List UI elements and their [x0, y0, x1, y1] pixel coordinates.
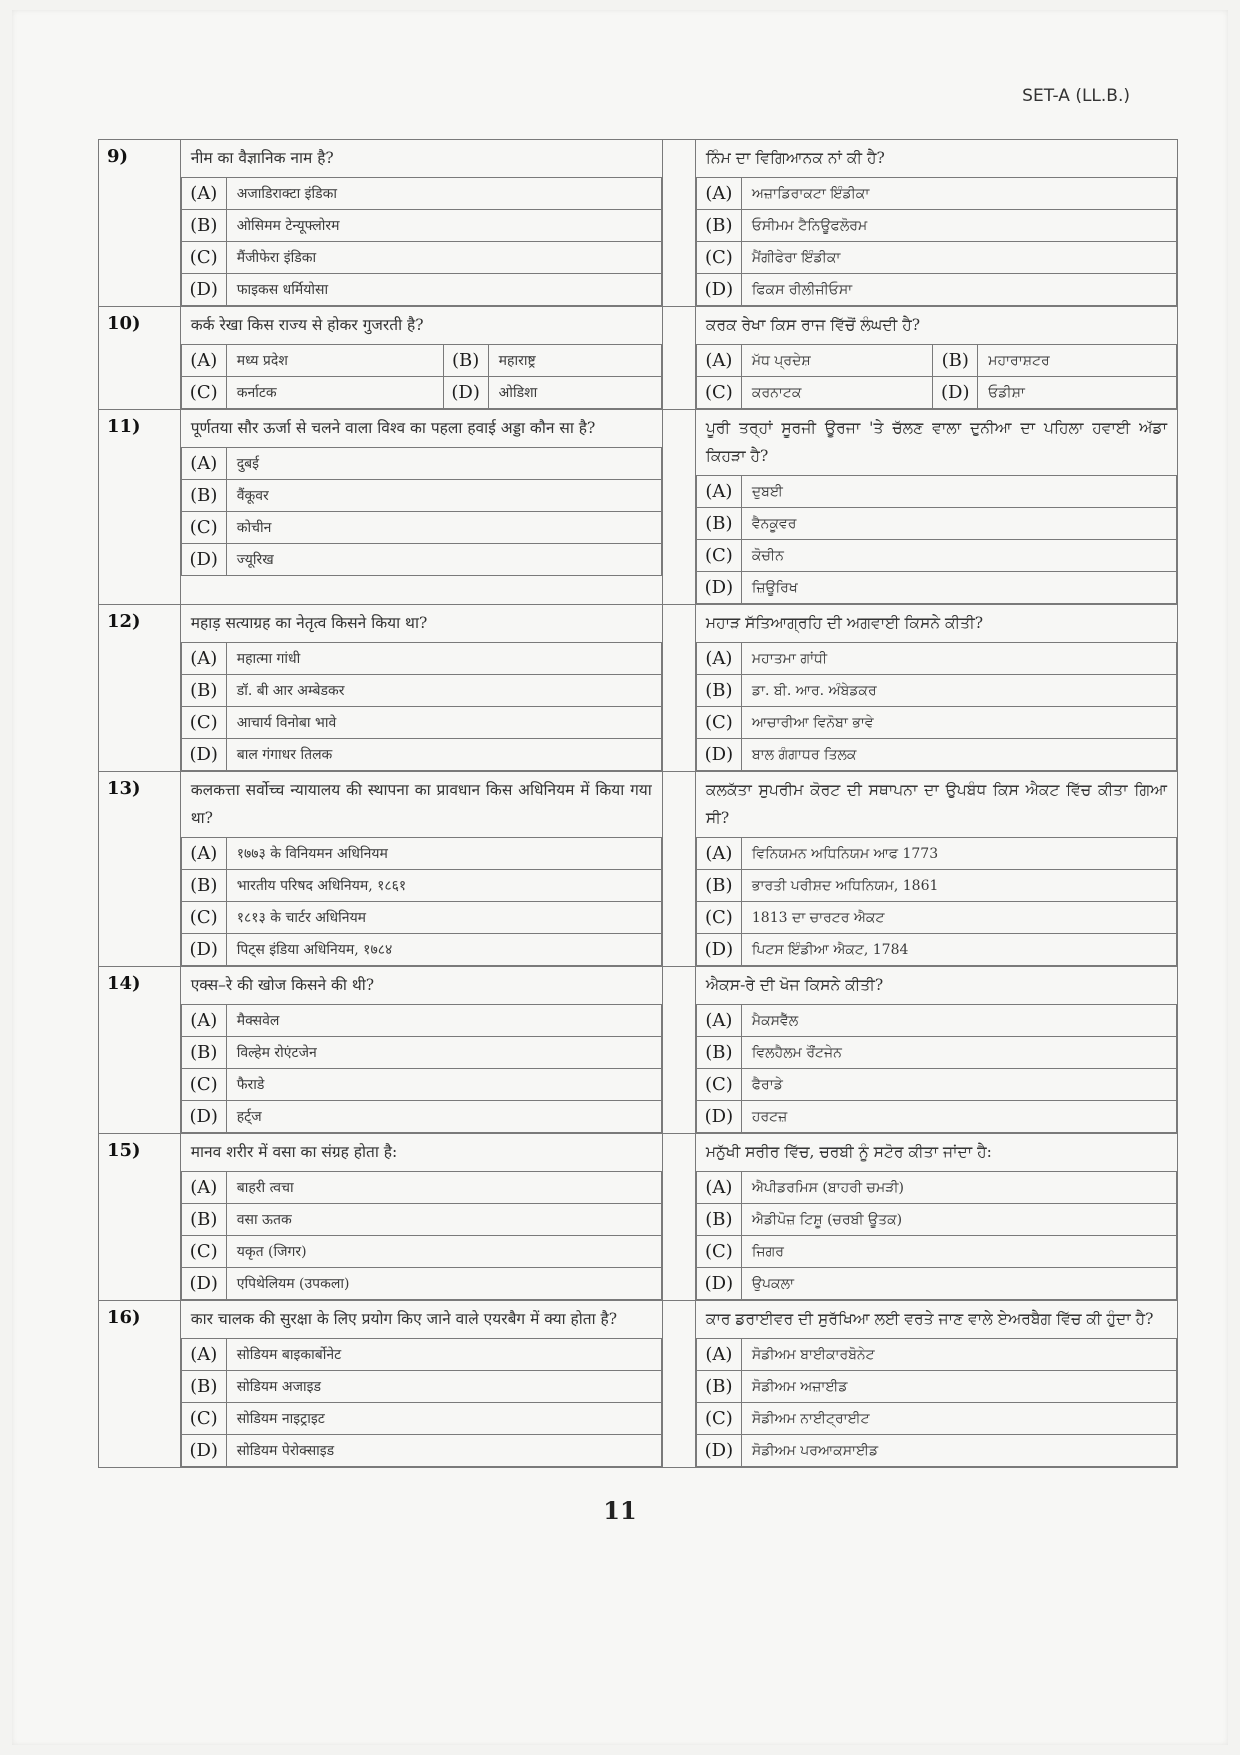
option-text: ਸੋਡੀਅਮ ਨਾਈਟ੍ਰਾਈਟ — [741, 1403, 1176, 1435]
option-row — [181, 675, 661, 707]
option-label: (B) — [181, 210, 226, 242]
punjabi-column — [695, 410, 1177, 605]
option-text: ਐਡੀਪੋਜ਼ ਟਿਸ਼ੂ (ਚਰਬੀ ਊਤਕ) — [741, 1204, 1176, 1236]
option-label: (C) — [181, 1403, 226, 1435]
options-list — [181, 642, 662, 771]
option-text: ਬਾਲ ਗੰਗਾਧਰ ਤਿਲਕ — [741, 739, 1176, 771]
option-label: (A) — [696, 345, 741, 377]
option-text: ਓਡੀਸ਼ਾ — [978, 377, 1177, 409]
option-row — [181, 1101, 661, 1133]
option-row — [181, 1268, 661, 1300]
option-text: ਵਿਨਿਯਮਨ ਅਧਿਨਿਯਮ ਆਫ 1773 — [741, 838, 1176, 870]
option-label: (D) — [443, 377, 488, 409]
option-row — [181, 870, 661, 902]
set-label: SET-A (LL.B.) — [1022, 86, 1130, 106]
option-text: ਭਾਰਤੀ ਪਰੀਸ਼ਦ ਅਧਿਨਿਯਮ, 1861 — [741, 870, 1176, 902]
option-text: ਮੈਂਗੀਫੇਰਾ ਇੰਡੀਕਾ — [741, 242, 1176, 274]
option-text: सोडियम पेरोक्साइड — [226, 1435, 661, 1467]
option-label: (C) — [696, 707, 741, 739]
option-label: (B) — [443, 345, 488, 377]
option-row — [696, 572, 1176, 604]
option-label: (D) — [696, 274, 741, 306]
option-text: ਐਪੀਡਰਮਿਸ (ਬਾਹਰੀ ਚਮੜੀ) — [741, 1172, 1176, 1204]
option-row — [181, 1204, 661, 1236]
option-row — [696, 1037, 1176, 1069]
punjabi-column — [695, 605, 1177, 772]
options-list — [696, 1004, 1177, 1133]
option-text: मैंजीफेरा इंडिका — [226, 242, 661, 274]
option-text: ਆਚਾਰੀਆ ਵਿਨੋਬਾ ਭਾਵੇ — [741, 707, 1176, 739]
option-row — [696, 675, 1176, 707]
options-list — [696, 344, 1177, 409]
option-text: सोडियम नाइट्राइट — [226, 1403, 661, 1435]
question-stem: ਨਿੰਮ ਦਾ ਵਿਗਿਆਨਕ ਨਾਂ ਕੀ ਹੈ? — [705, 149, 885, 167]
option-text: यकृत (जिगर) — [226, 1236, 661, 1268]
option-text: ਫੈਰਾਡੇ — [741, 1069, 1176, 1101]
option-text: कोचीन — [226, 512, 661, 544]
hindi-column — [180, 967, 662, 1134]
option-row — [181, 448, 661, 480]
option-row — [181, 377, 661, 409]
options-list — [181, 1004, 662, 1133]
option-label: (C) — [696, 242, 741, 274]
option-text: १७७३ के विनियमन अधिनियम — [226, 838, 661, 870]
option-label: (A) — [181, 1005, 226, 1037]
option-label: (D) — [181, 1435, 226, 1467]
option-text: हर्ट्ज — [226, 1101, 661, 1133]
column-gap — [662, 307, 695, 410]
option-row — [696, 476, 1176, 508]
question-stem: ਕਰਕ ਰੇਖਾ ਕਿਸ ਰਾਜ ਵਿੱਚੋਂ ਲੰਘਦੀ ਹੈ? — [705, 316, 921, 334]
option-label: (D) — [933, 377, 978, 409]
option-text: डॉ. बी आर अम्बेडकर — [226, 675, 661, 707]
option-label: (C) — [181, 512, 226, 544]
option-row — [696, 242, 1176, 274]
option-row — [696, 377, 1176, 409]
option-row — [696, 508, 1176, 540]
option-row — [696, 707, 1176, 739]
question-row — [99, 605, 1178, 772]
option-row — [696, 1204, 1176, 1236]
option-row — [696, 1101, 1176, 1133]
option-text: ओसिमम टेन्यूफ्लोरम — [226, 210, 661, 242]
option-row — [181, 1236, 661, 1268]
hindi-column — [180, 410, 662, 605]
option-row — [696, 1339, 1176, 1371]
option-text: 1813 ਦਾ ਚਾਰਟਰ ਐਕਟ — [741, 902, 1176, 934]
option-row — [696, 274, 1176, 306]
question-row — [99, 307, 1178, 410]
option-row — [696, 902, 1176, 934]
option-row — [696, 1236, 1176, 1268]
option-label: (D) — [696, 739, 741, 771]
option-row — [181, 480, 661, 512]
option-text: कर्नाटक — [226, 377, 443, 409]
punjabi-column — [695, 307, 1177, 410]
option-label: (C) — [181, 1069, 226, 1101]
punjabi-column — [695, 967, 1177, 1134]
option-text: ਕਰਨਾਟਕ — [741, 377, 932, 409]
question-stem: ਪੂਰੀ ਤਰ੍ਹਾਂ ਸੂਰਜੀ ਊਰਜਾ 'ਤੇ ਚੱਲਣ ਵਾਲਾ ਦੁਨੀਆ ਦਾ ਪਹਿਲਾ ਹਵਾਈ ਅੱਡਾ ਕਿਹੜਾ ਹੈ? — [705, 419, 1167, 465]
option-row — [181, 178, 661, 210]
option-label: (B) — [696, 508, 741, 540]
question-number: 12) — [99, 605, 181, 772]
option-row — [696, 178, 1176, 210]
question-stem: ਮਨੁੱਖੀ ਸਰੀਰ ਵਿੱਚ, ਚਰਬੀ ਨੂੰ ਸਟੋਰ ਕੀਤਾ ਜਾਂਦਾ ਹੈ: — [705, 1143, 992, 1161]
option-row — [181, 838, 661, 870]
option-text: मध्य प्रदेश — [226, 345, 443, 377]
option-label: (C) — [181, 1236, 226, 1268]
option-row — [181, 1339, 661, 1371]
option-text: ਡਾ. ਬੀ. ਆਰ. ਅੰਬੇਡਕਰ — [741, 675, 1176, 707]
option-text: ਉਪਕਲਾ — [741, 1268, 1176, 1300]
column-gap — [662, 410, 695, 605]
hindi-column — [180, 772, 662, 967]
option-row — [181, 1037, 661, 1069]
options-list — [181, 177, 662, 306]
hindi-column — [180, 605, 662, 772]
option-text: एपिथेलियम (उपकला) — [226, 1268, 661, 1300]
option-label: (C) — [696, 902, 741, 934]
option-label: (D) — [181, 544, 226, 576]
column-gap — [662, 1134, 695, 1301]
option-text: ਫਿਕਸ ਰੀਲੀਜੀਓਸਾ — [741, 274, 1176, 306]
option-text: ज्यूरिख — [226, 544, 661, 576]
option-label: (A) — [696, 178, 741, 210]
option-text: वैंकूवर — [226, 480, 661, 512]
options-list — [181, 1338, 662, 1467]
option-label: (B) — [696, 870, 741, 902]
option-row — [181, 1435, 661, 1467]
option-row — [696, 540, 1176, 572]
option-row — [181, 210, 661, 242]
option-label: (D) — [696, 934, 741, 966]
question-row — [99, 967, 1178, 1134]
option-text: ਜ਼ਿਊਰਿਖ — [741, 572, 1176, 604]
option-label: (A) — [181, 178, 226, 210]
option-text: मैक्सवेल — [226, 1005, 661, 1037]
option-row — [696, 1371, 1176, 1403]
option-row — [696, 1435, 1176, 1467]
question-number: 16) — [99, 1301, 181, 1468]
option-text: ਸੋਡੀਅਮ ਪਰਆਕਸਾਈਡ — [741, 1435, 1176, 1467]
option-text: ਸੋਡੀਅਮ ਬਾਈਕਾਰਬੋਨੇਟ — [741, 1339, 1176, 1371]
option-label: (B) — [181, 1037, 226, 1069]
option-text: ਪਿਟਸ ਇੰਡੀਆ ਐਕਟ, 1784 — [741, 934, 1176, 966]
option-text: बाहरी त्वचा — [226, 1172, 661, 1204]
option-label: (A) — [181, 838, 226, 870]
option-text: फाइकस धर्मियोसा — [226, 274, 661, 306]
option-text: ਹਰਟਜ਼ — [741, 1101, 1176, 1133]
option-row — [696, 643, 1176, 675]
column-gap — [662, 1301, 695, 1468]
question-row — [99, 1134, 1178, 1301]
question-stem: ਐਕਸ-ਰੇ ਦੀ ਖੋਜ ਕਿਸਨੇ ਕੀਤੀ? — [705, 976, 884, 994]
option-row — [181, 643, 661, 675]
option-label: (B) — [696, 210, 741, 242]
option-row — [181, 1005, 661, 1037]
option-label: (D) — [181, 1268, 226, 1300]
option-row — [181, 1172, 661, 1204]
option-text: ਜਿਗਰ — [741, 1236, 1176, 1268]
option-row — [696, 739, 1176, 771]
option-text: पिट्स इंडिया अधिनियम, १७८४ — [226, 934, 661, 966]
option-label: (B) — [696, 1371, 741, 1403]
options-list — [696, 1338, 1177, 1467]
option-row — [181, 934, 661, 966]
option-label: (A) — [696, 643, 741, 675]
option-label: (B) — [181, 1371, 226, 1403]
option-label: (D) — [181, 1101, 226, 1133]
question-row — [99, 772, 1178, 967]
question-number: 9) — [99, 140, 181, 307]
punjabi-column — [695, 1301, 1177, 1468]
option-row — [181, 544, 661, 576]
option-label: (B) — [181, 480, 226, 512]
option-row — [696, 1403, 1176, 1435]
option-label: (A) — [696, 1339, 741, 1371]
option-text: ਸੋਡੀਅਮ ਅਜ਼ਾਈਡ — [741, 1371, 1176, 1403]
option-text: ਮਹਾਰਾਸ਼ਟਰ — [978, 345, 1177, 377]
option-label: (C) — [181, 707, 226, 739]
option-label: (D) — [696, 1268, 741, 1300]
option-label: (B) — [696, 1204, 741, 1236]
options-list — [696, 837, 1177, 966]
option-text: बाल गंगाधर तिलक — [226, 739, 661, 771]
option-text: दुबई — [226, 448, 661, 480]
option-row — [696, 934, 1176, 966]
option-text: १८१३ के चार्टर अधिनियम — [226, 902, 661, 934]
option-text: ਓਸੀਮਮ ਟੈਨਿਊਫਲੋਰਮ — [741, 210, 1176, 242]
option-label: (B) — [933, 345, 978, 377]
option-label: (C) — [181, 242, 226, 274]
question-row — [99, 1301, 1178, 1468]
option-label: (D) — [181, 274, 226, 306]
question-number: 10) — [99, 307, 181, 410]
option-row — [696, 345, 1176, 377]
options-list — [696, 475, 1177, 604]
column-gap — [662, 772, 695, 967]
option-text: सोडियम अजाइड — [226, 1371, 661, 1403]
option-label: (A) — [696, 838, 741, 870]
option-label: (C) — [181, 377, 226, 409]
question-stem: कर्क रेखा किस राज्य से होकर गुजरती है? — [190, 316, 424, 334]
option-label: (C) — [696, 1069, 741, 1101]
hindi-column — [180, 1134, 662, 1301]
option-label: (B) — [696, 1037, 741, 1069]
option-row — [696, 1172, 1176, 1204]
options-list — [696, 1171, 1177, 1300]
option-label: (D) — [181, 934, 226, 966]
punjabi-column — [695, 772, 1177, 967]
punjabi-column — [695, 140, 1177, 307]
option-label: (A) — [696, 1172, 741, 1204]
option-text: ਦੁਬਈ — [741, 476, 1176, 508]
option-label: (A) — [181, 448, 226, 480]
option-text: महात्मा गांधी — [226, 643, 661, 675]
option-label: (B) — [696, 675, 741, 707]
question-number: 14) — [99, 967, 181, 1134]
option-row — [696, 838, 1176, 870]
option-row — [696, 870, 1176, 902]
option-label: (C) — [181, 902, 226, 934]
option-text: वसा ऊतक — [226, 1204, 661, 1236]
option-label: (C) — [696, 540, 741, 572]
option-text: महाराष्ट्र — [488, 345, 661, 377]
option-text: ਕੋਚੀਨ — [741, 540, 1176, 572]
option-label: (D) — [696, 572, 741, 604]
option-text: ਮਹਾਤਮਾ ਗਾਂਧੀ — [741, 643, 1176, 675]
option-row — [696, 1005, 1176, 1037]
column-gap — [662, 140, 695, 307]
option-row — [181, 902, 661, 934]
option-label: (C) — [696, 1236, 741, 1268]
option-text: ਮੈਕਸਵੈੱਲ — [741, 1005, 1176, 1037]
option-label: (A) — [696, 1005, 741, 1037]
option-row — [696, 210, 1176, 242]
hindi-column — [180, 1301, 662, 1468]
question-number: 11) — [99, 410, 181, 605]
question-stem: पूर्णतया सौर ऊर्जा से चलने वाला विश्व का पहला हवाई अड्डा कौन सा है? — [190, 419, 596, 437]
question-stem: कार चालक की सुरक्षा के लिए प्रयोग किए जाने वाले एयरबैग में क्या होता है? — [190, 1310, 618, 1328]
option-label: (D) — [181, 739, 226, 771]
question-stem: नीम का वैज्ञानिक नाम है? — [190, 149, 334, 167]
option-label: (B) — [181, 675, 226, 707]
option-label: (C) — [696, 377, 741, 409]
option-text: भारतीय परिषद अधिनियम, १८६१ — [226, 870, 661, 902]
option-label: (C) — [696, 1403, 741, 1435]
question-stem: कलकत्ता सर्वोच्च न्यायालय की स्थापना का प्रावधान किस अधिनियम में किया गया था? — [190, 781, 652, 827]
hindi-column — [180, 307, 662, 410]
option-row — [181, 274, 661, 306]
option-text: ਅਜ਼ਾਡਿਰਾਕਟਾ ਇੰਡੀਕਾ — [741, 178, 1176, 210]
options-list — [181, 1171, 662, 1300]
option-label: (A) — [181, 643, 226, 675]
hindi-column — [180, 140, 662, 307]
option-text: ਵਿਲਹੈਲਮ ਰੌਂਟਜੇਨ — [741, 1037, 1176, 1069]
option-label: (A) — [696, 476, 741, 508]
option-row — [696, 1268, 1176, 1300]
option-label: (A) — [181, 1172, 226, 1204]
question-stem: मानव शरीर में वसा का संग्रह होता है: — [190, 1143, 398, 1161]
option-text: ਮੱਧ ਪ੍ਰਦੇਸ਼ — [741, 345, 932, 377]
question-stem: ਕਾਰ ਡਰਾਈਵਰ ਦੀ ਸੁਰੱਖਿਆ ਲਈ ਵਰਤੇ ਜਾਣ ਵਾਲੇ ਏਅਰਬੈਗ ਵਿੱਚ ਕੀ ਹੁੰਦਾ ਹੈ? — [705, 1310, 1154, 1328]
option-row — [181, 707, 661, 739]
option-text: आचार्य विनोबा भावे — [226, 707, 661, 739]
question-stem: एक्स–रे की खोज किसने की थी? — [190, 976, 375, 994]
question-row — [99, 410, 1178, 605]
options-list — [696, 642, 1177, 771]
column-gap — [662, 605, 695, 772]
question-stem: ਕਲਕੱਤਾ ਸੁਪਰੀਮ ਕੋਰਟ ਦੀ ਸਥਾਪਨਾ ਦਾ ਉਪਬੰਧ ਕਿਸ ਐਕਟ ਵਿੱਚ ਕੀਤਾ ਗਿਆ ਸੀ? — [705, 781, 1167, 827]
option-row — [181, 345, 661, 377]
question-number: 15) — [99, 1134, 181, 1301]
option-row — [181, 1403, 661, 1435]
option-row — [696, 1069, 1176, 1101]
option-row — [181, 1069, 661, 1101]
option-text: फैराडे — [226, 1069, 661, 1101]
options-list — [181, 837, 662, 966]
question-row — [99, 140, 1178, 307]
option-row — [181, 242, 661, 274]
options-list — [696, 177, 1177, 306]
options-list — [181, 344, 662, 409]
punjabi-column — [695, 1134, 1177, 1301]
option-text: अजाडिराक्टा इंडिका — [226, 178, 661, 210]
option-label: (A) — [181, 1339, 226, 1371]
question-stem: महाड़ सत्याग्रह का नेतृत्व किसने किया था? — [190, 614, 428, 632]
column-gap — [662, 967, 695, 1134]
option-row — [181, 512, 661, 544]
option-text: सोडियम बाइकार्बोनेट — [226, 1339, 661, 1371]
option-label: (B) — [181, 1204, 226, 1236]
option-label: (B) — [181, 870, 226, 902]
option-row — [181, 1371, 661, 1403]
option-label: (A) — [181, 345, 226, 377]
question-number: 13) — [99, 772, 181, 967]
question-stem: ਮਹਾੜ ਸੱਤਿਆਗ੍ਰਹਿ ਦੀ ਅਗਵਾਈ ਕਿਸਨੇ ਕੀਤੀ? — [705, 614, 984, 632]
option-text: विल्हेम रोएंटजेन — [226, 1037, 661, 1069]
option-text: ਵੈਨਕੂਵਰ — [741, 508, 1176, 540]
question-table — [98, 139, 1178, 1468]
page-number: 11 — [603, 1496, 637, 1525]
option-label: (D) — [696, 1101, 741, 1133]
option-text: ओडिशा — [488, 377, 661, 409]
option-row — [181, 739, 661, 771]
options-list — [181, 447, 662, 576]
option-label: (D) — [696, 1435, 741, 1467]
